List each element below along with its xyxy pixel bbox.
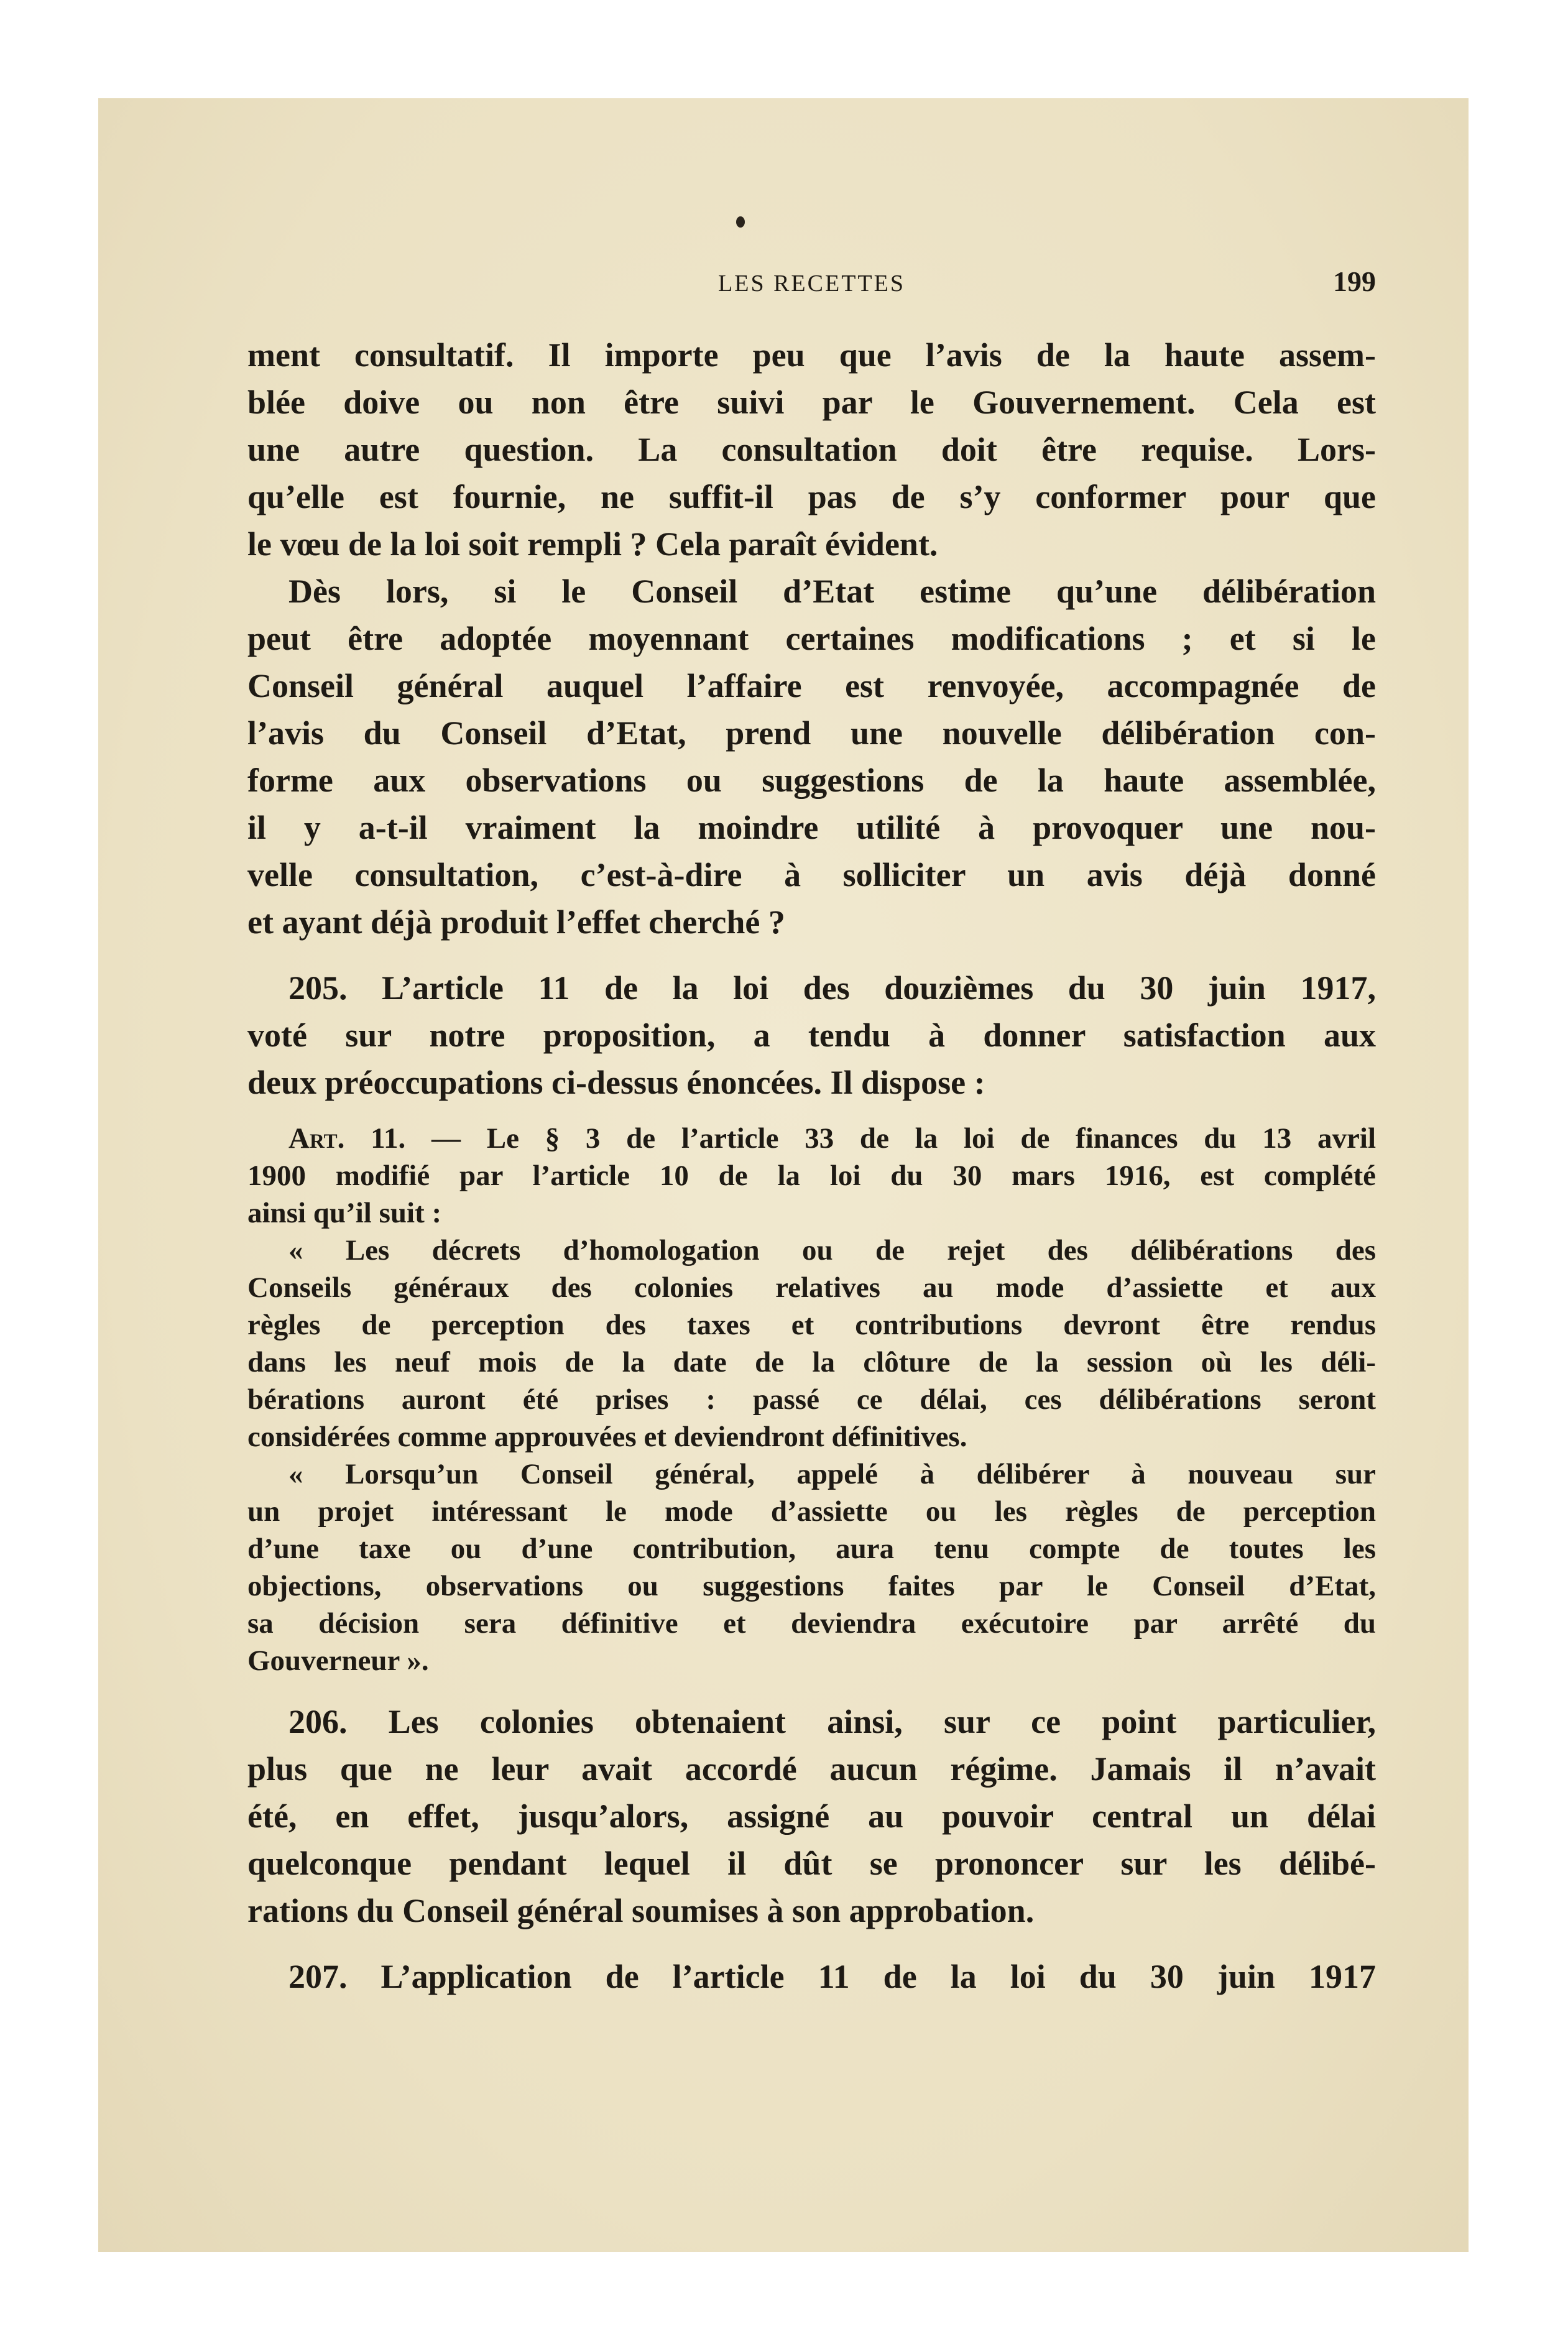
paragraph-205 [247, 964, 1376, 1106]
paragraph-des-lors [247, 568, 1376, 946]
text-line: ainsi qu’il suit : [247, 1197, 442, 1229]
text-line: et ayant déjà produit l’effet cherché ? [247, 903, 785, 941]
text-line: un projet intéressant le mode d’assiette ou les règles de perception [247, 1495, 1376, 1528]
article-11-quote [247, 1120, 1376, 1679]
text-line: l’avis du Conseil d’Etat, prend une nouvelle délibération con- [247, 714, 1376, 752]
text-line: Gouverneur ». [247, 1645, 429, 1677]
running-head [247, 265, 1376, 302]
text-line: dans les neuf mois de la date de la clôture de la session où les déli- [247, 1346, 1376, 1378]
text-line: velle consultation, c’est-à-dire à solliciter un avis déjà donné [247, 856, 1376, 893]
text-line: considérées comme approuvées et deviendront définitives. [247, 1421, 967, 1453]
text-line: forme aux observations ou suggestions de la haute assemblée, [247, 762, 1376, 799]
text-line: blée doive ou non être suivi par le Gouvernement. Cela est [247, 384, 1376, 421]
text-line: Dès lors, si le Conseil d’Etat estime qu’une délibération [288, 573, 1376, 610]
text-line: règles de perception des taxes et contributions devront être rendus [247, 1309, 1376, 1341]
paragraph-206 [247, 1698, 1376, 1934]
text-line: quelconque pendant lequel il dût se prononcer sur les délibé- [247, 1845, 1376, 1882]
book-page [98, 98, 1469, 2252]
text-line: plus que ne leur avait accordé aucun régime. Jamais il n’avait [247, 1750, 1376, 1788]
running-title: LES RECETTES [718, 270, 905, 297]
text-line: une autre question. La consultation doit être requise. Lors- [247, 431, 1376, 468]
text-line: « Lorsqu’un Conseil général, appelé à délibérer à nouveau sur [288, 1458, 1376, 1490]
text-line: été, en effet, jusqu’alors, assigné au pouvoir central un délai [247, 1798, 1376, 1835]
text-line: d’une taxe ou d’une contribution, aura tenu compte de toutes les [247, 1533, 1376, 1565]
text-line: « Les décrets d’homologation ou de rejet des délibérations des [288, 1234, 1376, 1267]
text-line: 207. L’application de l’article 11 de la loi du 30 juin 1917 [288, 1958, 1376, 1995]
text-line: 1900 modifié par l’article 10 de la loi du 30 mars 1916, est complété [247, 1160, 1376, 1192]
page-number: 199 [1333, 265, 1376, 297]
text-line: qu’elle est fournie, ne suffit-il pas de s’y conformer pour que [247, 478, 1376, 515]
text-line: ment consultatif. Il importe peu que l’avis de la haute assem- [247, 336, 1376, 374]
text-line: il y a-t-il vraiment la moindre utilité à provoquer une nou- [247, 809, 1376, 846]
text-line: rations du Conseil général soumises à son approbation. [247, 1892, 1035, 1929]
text-line: Conseils généraux des colonies relatives au mode d’assiette et aux [247, 1271, 1376, 1304]
ink-speck [736, 216, 745, 228]
paragraph-continuation [247, 331, 1376, 568]
text-line: sa décision sera définitive et deviendra exécutoire par arrêté du [247, 1607, 1376, 1640]
article-label: Art. 11. [288, 1122, 406, 1155]
text-line: peut être adoptée moyennant certaines modifications ; et si le [247, 620, 1376, 657]
text-line: 205. L’article 11 de la loi des douzièmes du 30 juin 1917, [288, 969, 1376, 1007]
text-line: bérations auront été prises : passé ce délai, ces délibérations seront [247, 1383, 1376, 1416]
article-first-line-text: — Le § 3 de l’article 33 de la loi de finances du 13 avril [405, 1122, 1377, 1155]
text-line: le vœu de la loi soit rempli ? Cela paraît évident. [247, 525, 938, 563]
text-line: deux préoccupations ci-dessus énoncées. Il dispose : [247, 1064, 985, 1101]
text-line: voté sur notre proposition, a tendu à donner satisfaction aux [247, 1017, 1376, 1054]
text-line: Conseil général auquel l’affaire est renvoyée, accompagnée de [247, 667, 1376, 704]
text-line: objections, observations ou suggestions faites par le Conseil d’Etat, [247, 1570, 1376, 1602]
paragraph-207 [247, 1953, 1376, 2000]
text-line: 206. Les colonies obtenaient ainsi, sur ce point particulier, [288, 1703, 1376, 1740]
article-first-line [247, 1120, 1376, 1157]
page-body [247, 331, 1376, 2000]
